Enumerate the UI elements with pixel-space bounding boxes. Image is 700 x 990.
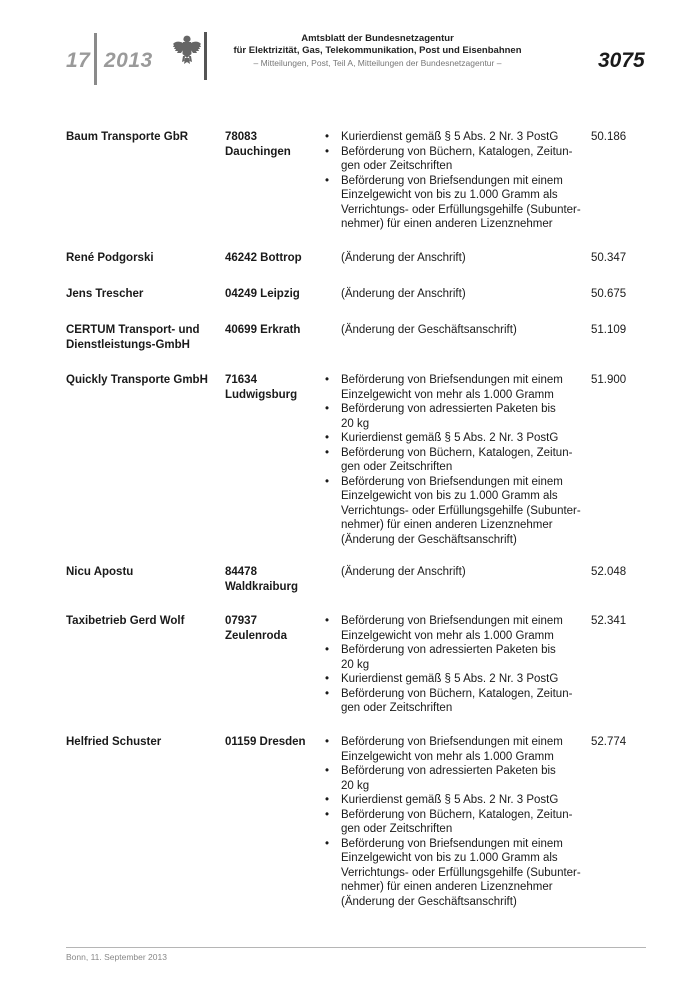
service-line: (Änderung der Geschäftsanschrift): [341, 533, 517, 546]
company-location: [225, 614, 315, 643]
service-item: [325, 431, 590, 446]
service-item: [325, 475, 590, 548]
company-name-line: Taxibetrieb Gerd Wolf: [66, 615, 185, 627]
company-location: [225, 565, 315, 594]
location-line: 01159 Dresden: [225, 736, 306, 748]
service-line: • Beförderung von Briefsendungen mit einem: [341, 837, 563, 850]
company-name: [66, 323, 221, 352]
company-name: [66, 130, 221, 145]
location-line: 78083: [225, 131, 257, 143]
company-name-line: Jens Trescher: [66, 288, 144, 300]
gazette-title-line: Amtsblatt der Bundesnetzagentur: [301, 33, 454, 44]
service-item: [325, 735, 590, 764]
change-note: (Änderung der Anschrift): [341, 252, 466, 264]
gazette-subtitle: – Mitteilungen, Post, Teil A, Mitteilungen der Bundesnetzagentur –: [253, 58, 502, 68]
issue-year: 2013: [104, 49, 153, 72]
issue-number: 17: [66, 49, 91, 72]
service-line: • Beförderung von Büchern, Katalogen, Zeitun-: [341, 446, 573, 459]
service-item: [325, 145, 590, 174]
issue-divider: [94, 33, 97, 85]
location-line: 71634: [225, 374, 257, 386]
gazette-title: [215, 33, 540, 56]
service-line: • Beförderung von Büchern, Katalogen, Zeitun-: [341, 145, 573, 158]
service-item: [325, 672, 590, 687]
service-description: [325, 373, 590, 547]
service-line: • Beförderung von Briefsendungen mit einem: [341, 374, 563, 386]
company-name-line: CERTUM Transport- und: [66, 324, 200, 336]
service-item: [325, 793, 590, 808]
change-note: (Änderung der Anschrift): [341, 288, 466, 300]
licence-number: 51.109: [591, 324, 627, 336]
location-line: 46242 Bottrop: [225, 252, 302, 264]
service-line: • Kurierdienst gemäß § 5 Abs. 2 Nr. 3 PostG: [341, 432, 559, 444]
service-item: [325, 764, 590, 793]
company-name-line: Helfried Schuster: [66, 736, 162, 748]
location-line: 84478: [225, 566, 257, 578]
service-line: Einzelgewicht von bis zu 1.000 Gramm als: [341, 852, 558, 864]
company-location: [225, 130, 315, 159]
service-line: gen oder Zeitschriften: [341, 823, 453, 835]
service-description: [325, 287, 590, 302]
service-line: • Beförderung von Büchern, Katalogen, Zeitun-: [341, 808, 573, 821]
service-line: gen oder Zeitschriften: [341, 702, 453, 714]
service-line: 20 kg: [341, 417, 370, 430]
service-line: • Beförderung von Büchern, Katalogen, Zeitun-: [341, 687, 573, 700]
licence-number: 52.341: [591, 615, 627, 627]
service-item: [325, 687, 590, 716]
service-item: [325, 808, 590, 837]
footer-date: Bonn, 11. September 2013: [66, 952, 167, 962]
service-description: [325, 565, 590, 580]
service-description: [325, 130, 590, 232]
service-item: [325, 446, 590, 475]
service-line: Verrichtungs- oder Erfüllungsgehilfe (Subunter-: [341, 504, 581, 517]
service-line: gen oder Zeitschriften: [341, 160, 453, 172]
service-line: nehmer) für einen anderen Lizenznehmer: [341, 519, 553, 531]
service-line: Verrichtungs- oder Erfüllungsgehilfe (Subunter-: [341, 866, 581, 879]
service-line: 20 kg: [341, 658, 370, 671]
service-line: Einzelgewicht von mehr als 1.000 Gramm: [341, 629, 554, 642]
location-line: 07937: [225, 615, 257, 627]
service-line: gen oder Zeitschriften: [341, 461, 453, 473]
footer-divider: [66, 947, 646, 948]
service-line: • Kurierdienst gemäß § 5 Abs. 2 Nr. 3 PostG: [341, 794, 559, 806]
service-item: [325, 402, 590, 431]
service-description: [325, 614, 590, 716]
location-line: 40699 Erkrath: [225, 324, 301, 336]
company-name: [66, 251, 221, 266]
service-line: (Änderung der Geschäftsanschrift): [341, 895, 517, 908]
service-line: Einzelgewicht von bis zu 1.000 Gramm als: [341, 490, 558, 502]
company-name-line: Nicu Apostu: [66, 566, 134, 578]
service-item: [325, 130, 590, 145]
service-description: [325, 323, 590, 338]
service-line: • Beförderung von adressierten Paketen bis: [341, 644, 556, 656]
service-line: 20 kg: [341, 779, 370, 792]
company-name-line: Baum Transporte GbR: [66, 131, 189, 143]
company-name: [66, 735, 221, 750]
company-name: [66, 373, 221, 388]
service-item: [325, 837, 590, 910]
company-name: [66, 614, 221, 629]
page-header: [0, 0, 700, 100]
company-location: [225, 287, 315, 302]
change-note: (Änderung der Geschäftsanschrift): [341, 324, 517, 336]
location-line: Waldkraiburg: [225, 580, 299, 593]
service-line: • Beförderung von Briefsendungen mit einem: [341, 736, 563, 748]
service-line: • Kurierdienst gemäß § 5 Abs. 2 Nr. 3 PostG: [341, 131, 559, 143]
location-line: 04249 Leipzig: [225, 288, 300, 300]
page-number: 3075: [598, 49, 645, 72]
company-location: [225, 323, 315, 338]
service-line: Einzelgewicht von mehr als 1.000 Gramm: [341, 750, 554, 763]
change-note: (Änderung der Anschrift): [341, 566, 466, 578]
service-line: • Beförderung von adressierten Paketen bis: [341, 765, 556, 777]
company-name-line: Dienstleistungs-GmbH: [66, 338, 190, 351]
service-description: [325, 735, 590, 909]
licence-number: 52.048: [591, 566, 627, 578]
location-line: Dauchingen: [225, 145, 291, 158]
gazette-title-line: für Elektrizität, Gas, Telekommunikation, Post und Eisenbahnen: [233, 44, 522, 56]
company-name: [66, 287, 221, 302]
service-line: • Beförderung von Briefsendungen mit einem: [341, 475, 563, 488]
service-item: [325, 643, 590, 672]
licence-number: 50.186: [591, 131, 627, 143]
location-line: Ludwigsburg: [225, 388, 298, 401]
licence-number: 50.347: [591, 252, 627, 264]
service-line: Einzelgewicht von bis zu 1.000 Gramm als: [341, 189, 558, 201]
company-name-line: Quickly Transporte GmbH: [66, 374, 208, 386]
service-line: • Beförderung von Briefsendungen mit einem: [341, 615, 563, 627]
header-divider: [204, 32, 207, 80]
service-item: [325, 174, 590, 232]
company-location: [225, 251, 315, 266]
company-location: [225, 373, 315, 402]
service-item: [325, 614, 590, 643]
licence-number: 51.900: [591, 374, 627, 386]
service-line: nehmer) für einen anderen Lizenznehmer: [341, 881, 553, 893]
location-line: Zeulenroda: [225, 629, 287, 642]
service-description: [325, 251, 590, 266]
service-line: nehmer) für einen anderen Lizenznehmer: [341, 218, 553, 230]
service-line: Verrichtungs- oder Erfüllungsgehilfe (Subunter-: [341, 203, 581, 216]
service-line: Einzelgewicht von mehr als 1.000 Gramm: [341, 388, 554, 401]
service-item: [325, 373, 590, 402]
licence-number: 52.774: [591, 736, 627, 748]
company-name-line: René Podgorski: [66, 252, 154, 264]
service-line: • Kurierdienst gemäß § 5 Abs. 2 Nr. 3 PostG: [341, 673, 559, 685]
licence-number: 50.675: [591, 288, 627, 300]
service-line: • Beförderung von adressierten Paketen bis: [341, 403, 556, 415]
federal-eagle-icon: [172, 32, 202, 66]
company-location: [225, 735, 315, 750]
service-line: • Beförderung von Briefsendungen mit einem: [341, 174, 563, 187]
company-name: [66, 565, 221, 580]
